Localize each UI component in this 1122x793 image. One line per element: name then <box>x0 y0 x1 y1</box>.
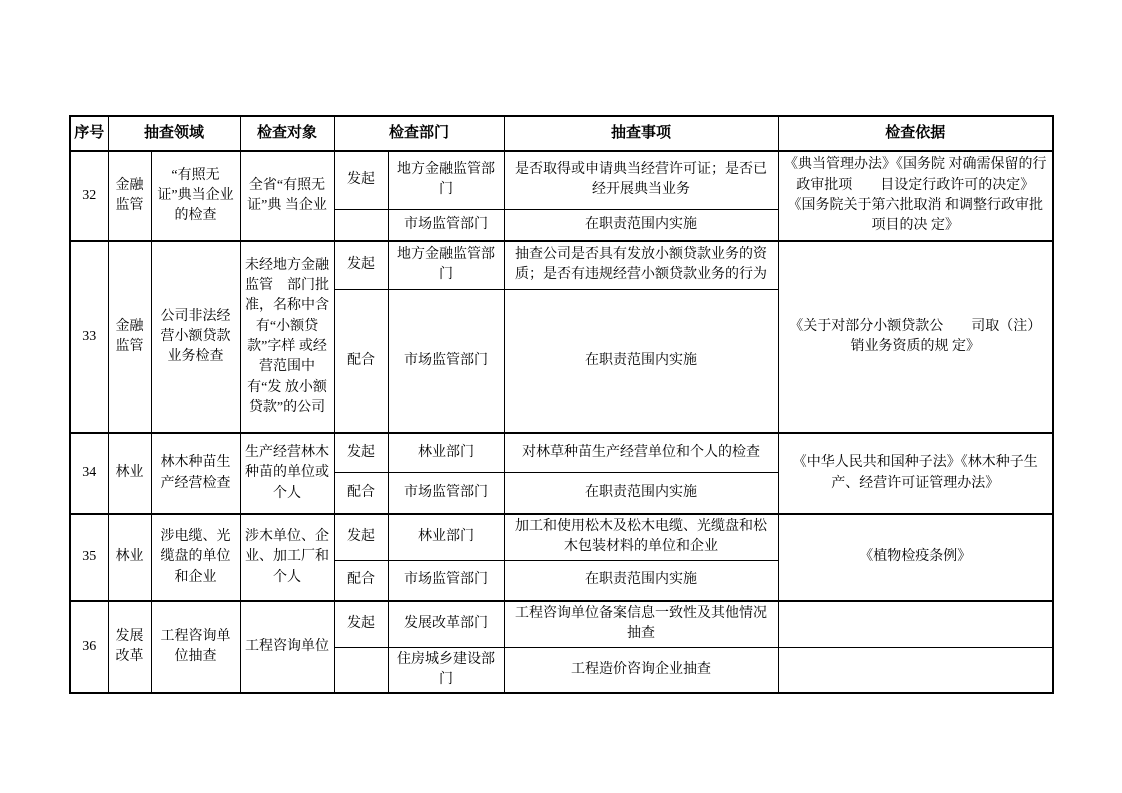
cell-check-name: 工程咨询单位抽查 <box>151 601 240 693</box>
cell-item: 在职责范围内实施 <box>504 289 778 433</box>
cell-basis: 《中华人民共和国种子法》《林木种子生产、经营许可证管理办法》 <box>778 433 1053 514</box>
cell-role: 发起 <box>334 433 388 472</box>
cell-target: 工程咨询单位 <box>240 601 334 693</box>
cell-basis: 《关于对部分小额贷款公 司取（注）销业务资质的规 定》 <box>778 241 1053 433</box>
cell-dept: 市场监管部门 <box>388 560 504 601</box>
cell-item: 工程咨询单位备案信息一致性及其他情况 抽查 <box>504 601 778 647</box>
cell-seq: 33 <box>70 241 108 433</box>
cell-item: 是否取得或申请典当经营许可证；是否已 经开展典当业务 <box>504 151 778 209</box>
cell-role: 发起 <box>334 601 388 647</box>
cell-seq: 35 <box>70 514 108 601</box>
table-row <box>70 151 1053 209</box>
cell-field: 金融监管 <box>108 241 151 433</box>
cell-field: 金融监管 <box>108 151 151 241</box>
cell-check-name: 涉电缆、光缆盘的单位和企业 <box>151 514 240 601</box>
inspection-table <box>69 115 1054 694</box>
cell-dept: 市场监管部门 <box>388 289 504 433</box>
cell-target: 涉木单位、企业、加工厂和个人 <box>240 514 334 601</box>
cell-role <box>334 647 388 693</box>
cell-role: 配合 <box>334 289 388 433</box>
header-department: 检查部门 <box>334 116 504 151</box>
header-basis: 检查依据 <box>778 116 1053 151</box>
table-row <box>70 433 1053 472</box>
cell-seq: 32 <box>70 151 108 241</box>
cell-role <box>334 209 388 241</box>
cell-dept: 林业部门 <box>388 433 504 472</box>
header-seq: 序号 <box>70 116 108 151</box>
cell-basis: 《典当管理办法》《国务院 对确需保留的行政审批项 目设定行政许可的决定》 《国务院关于第六批取消 和调整行政审批项目的决 定》 <box>778 151 1053 241</box>
cell-check-name: “有照无证”典当企业的检查 <box>151 151 240 241</box>
cell-dept: 市场监管部门 <box>388 472 504 514</box>
cell-seq: 36 <box>70 601 108 693</box>
cell-target: 全省“有照无证”典 当企业 <box>240 151 334 241</box>
cell-item: 抽查公司是否具有发放小额贷款业务的资质；是否有违规经营小额贷款业务的行为 <box>504 241 778 289</box>
cell-item: 在职责范围内实施 <box>504 472 778 514</box>
cell-role: 配合 <box>334 472 388 514</box>
cell-dept: 住房城乡建设部门 <box>388 647 504 693</box>
table-row <box>70 601 1053 647</box>
cell-item: 在职责范围内实施 <box>504 560 778 601</box>
cell-dept: 发展改革部门 <box>388 601 504 647</box>
cell-item: 在职责范围内实施 <box>504 209 778 241</box>
cell-role: 发起 <box>334 514 388 560</box>
cell-field: 林业 <box>108 433 151 514</box>
table-row <box>70 514 1053 560</box>
cell-role: 发起 <box>334 151 388 209</box>
header-row <box>70 116 1053 151</box>
cell-dept: 市场监管部门 <box>388 209 504 241</box>
cell-check-name: 公司非法经营小额贷款业务检查 <box>151 241 240 433</box>
header-items: 抽查事项 <box>504 116 778 151</box>
header-field: 抽查领域 <box>108 116 240 151</box>
cell-check-name: 林木种苗生产经营检查 <box>151 433 240 514</box>
cell-item: 加工和使用松木及松木电缆、光缆盘和松木包装材料的单位和企业 <box>504 514 778 560</box>
table-row <box>70 241 1053 289</box>
cell-basis <box>778 647 1053 693</box>
header-target: 检查对象 <box>240 116 334 151</box>
cell-basis: 《植物检疫条例》 <box>778 514 1053 601</box>
cell-basis <box>778 601 1053 647</box>
cell-dept: 地方金融监管部门 <box>388 241 504 289</box>
cell-target: 未经地方金融监管 部门批准，名称中含 有“小额贷款”字样 或经营范围中有“发 放小额贷款”的公司 <box>240 241 334 433</box>
cell-target: 生产经营林木种苗的单位或个人 <box>240 433 334 514</box>
cell-dept: 林业部门 <box>388 514 504 560</box>
cell-field: 发展改革 <box>108 601 151 693</box>
cell-role: 发起 <box>334 241 388 289</box>
cell-dept: 地方金融监管部门 <box>388 151 504 209</box>
cell-item: 工程造价咨询企业抽查 <box>504 647 778 693</box>
cell-item: 对林草种苗生产经营单位和个人的检查 <box>504 433 778 472</box>
cell-seq: 34 <box>70 433 108 514</box>
cell-role: 配合 <box>334 560 388 601</box>
cell-field: 林业 <box>108 514 151 601</box>
